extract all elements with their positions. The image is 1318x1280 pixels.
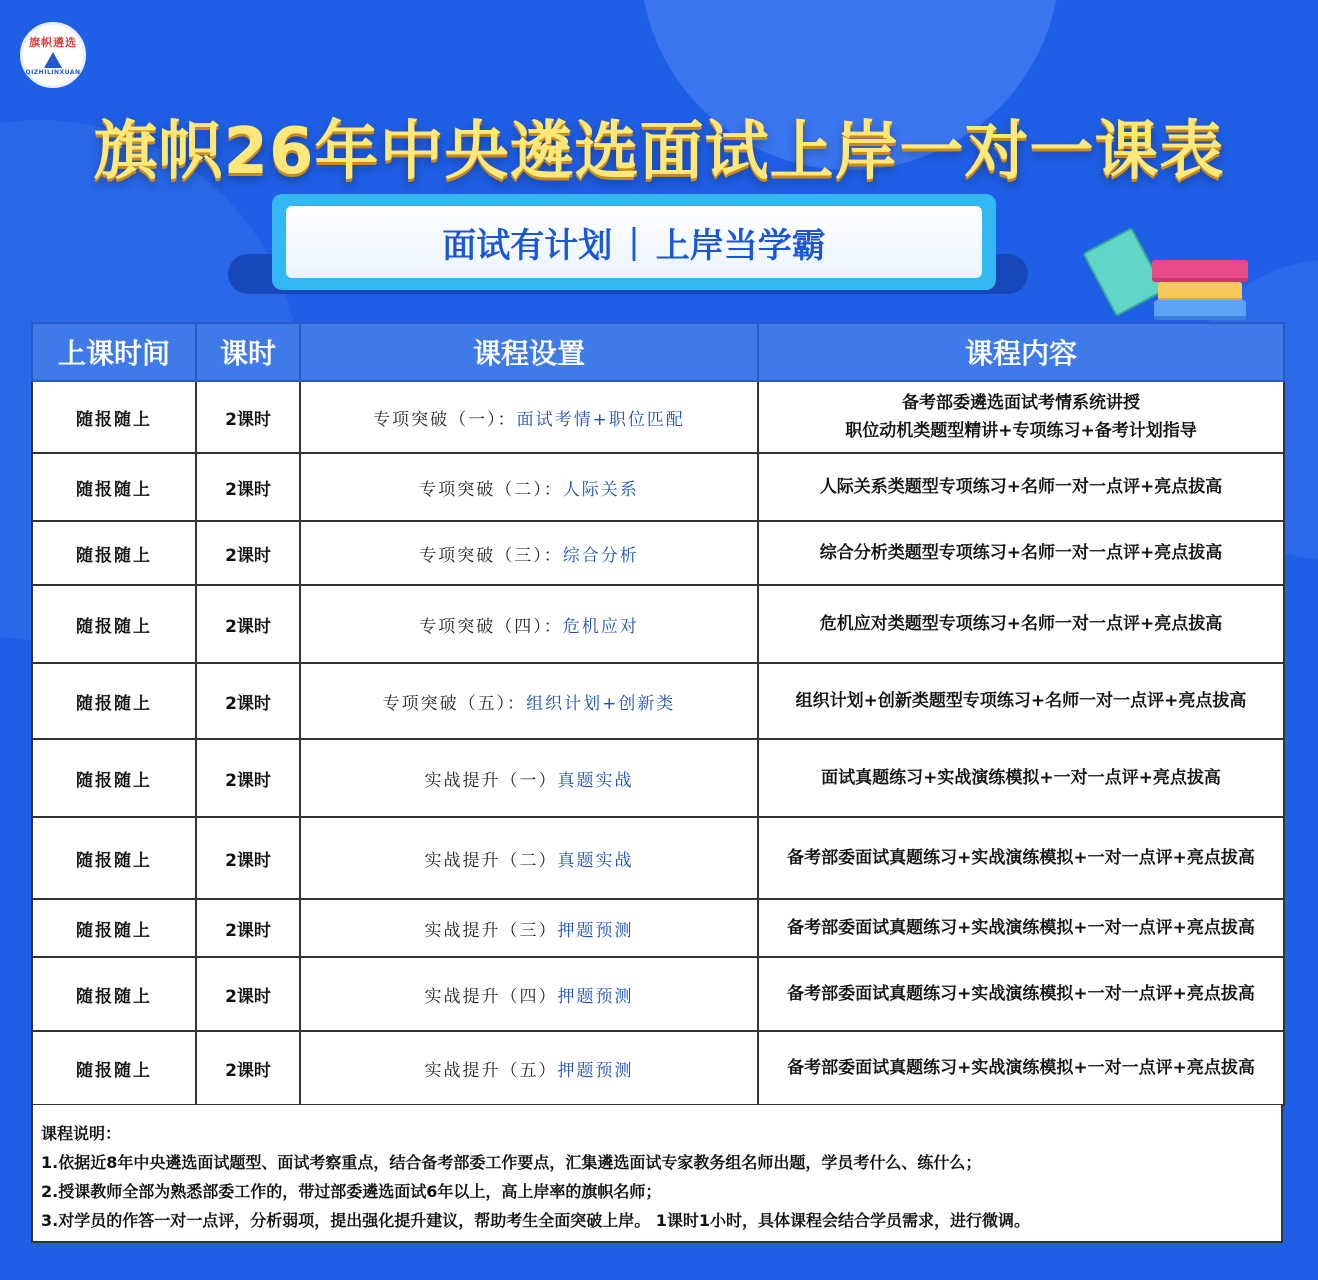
page-title: 旗帜26年中央遴选面试上岸一对一课表	[93, 115, 1225, 189]
content-line: 备考部委面试真题练习+实战演练模拟+一对一点评+亮点拔高	[787, 848, 1255, 868]
course-prefix: 实战提升（一）	[424, 770, 558, 791]
content-line: 备考部委遴选面试考情系统讲授	[902, 393, 1140, 413]
course-topic: 人际关系	[562, 479, 639, 500]
content-line: 人际关系类题型专项练习+名师一对一点评+亮点拔高	[819, 477, 1223, 497]
column-header-content: 课程内容	[758, 323, 1284, 381]
content-line: 危机应对类题型专项练习+名师一对一点评+亮点拔高	[819, 614, 1223, 634]
cell-content	[758, 1031, 1284, 1105]
cell-content	[758, 957, 1284, 1031]
slogan-banner	[272, 194, 996, 290]
cell-time: 随报随上	[32, 739, 196, 817]
content-line: 组织计划+创新类题型专项练习+名师一对一点评+亮点拔高	[795, 691, 1247, 711]
course-prefix: 专项突破（一）：	[373, 409, 517, 430]
content-line: 面试真题练习+实战演练模拟+一对一点评+亮点拔高	[821, 768, 1221, 788]
cell-time: 随报随上	[32, 817, 196, 899]
table-row	[32, 899, 1284, 957]
cell-course	[300, 1031, 758, 1105]
content-line: 备考部委面试真题练习+实战演练模拟+一对一点评+亮点拔高	[787, 918, 1255, 938]
course-prefix: 实战提升（四）	[424, 986, 558, 1007]
books-icon	[1092, 226, 1252, 322]
course-notes	[31, 1105, 1283, 1243]
column-header-hours: 课时	[196, 323, 300, 381]
cell-time: 随报随上	[32, 899, 196, 957]
cell-hours: 2课时	[196, 1031, 300, 1105]
notes-heading: 课程说明：	[41, 1124, 122, 1143]
course-topic: 押题预测	[557, 920, 634, 941]
cell-content	[758, 585, 1284, 663]
table-row	[32, 585, 1284, 663]
cell-hours: 2课时	[196, 899, 300, 957]
cell-hours: 2课时	[196, 381, 300, 453]
notes-item: 3.对学员的作答一对一点评，分析弱项，提出强化提升建议，帮助考生全面突破上岸。 1课时1小时，具体课程会结合学员需求，进行微调。	[41, 1211, 1031, 1230]
cell-content	[758, 899, 1284, 957]
slogan-right: 上岸当学霸	[655, 225, 826, 266]
course-topic: 真题实战	[557, 850, 634, 871]
course-prefix: 专项突破（五）：	[382, 693, 527, 714]
table-row	[32, 663, 1284, 739]
course-prefix: 实战提升（五）	[424, 1060, 558, 1081]
cell-hours: 2课时	[196, 521, 300, 585]
column-header-course: 课程设置	[300, 323, 758, 381]
slogan-separator: |	[628, 222, 640, 262]
cell-hours: 2课时	[196, 817, 300, 899]
course-prefix: 专项突破（三）：	[419, 545, 563, 566]
table-row	[32, 381, 1284, 453]
cell-content	[758, 739, 1284, 817]
table-row	[32, 739, 1284, 817]
cell-course	[300, 899, 758, 957]
slogan-left: 面试有计划	[442, 225, 613, 266]
cell-hours: 2课时	[196, 739, 300, 817]
cell-hours: 2课时	[196, 585, 300, 663]
schedule-table	[31, 322, 1285, 1106]
cell-course	[300, 739, 758, 817]
cell-time: 随报随上	[32, 585, 196, 663]
cell-time: 随报随上	[32, 453, 196, 521]
cell-content	[758, 521, 1284, 585]
course-prefix: 专项突破（二）：	[419, 479, 563, 500]
table-row	[32, 453, 1284, 521]
cell-content	[758, 381, 1284, 453]
course-topic: 组织计划+创新类	[526, 693, 676, 714]
notes-item: 1.依据近8年中央遴选面试题型、面试考察重点，结合备考部委工作要点，汇集遴选面试专家教务组名师出题，学员考什么、练什么；	[41, 1153, 982, 1172]
brand-logo	[20, 22, 86, 88]
course-topic: 押题预测	[557, 986, 634, 1007]
cell-course	[300, 957, 758, 1031]
table-row	[32, 1031, 1284, 1105]
cell-content	[758, 817, 1284, 899]
course-topic: 危机应对	[562, 616, 639, 637]
sail-icon	[44, 52, 62, 68]
cell-time: 随报随上	[32, 521, 196, 585]
table-row	[32, 957, 1284, 1031]
cell-time: 随报随上	[32, 957, 196, 1031]
course-topic: 综合分析	[562, 545, 639, 566]
cell-time: 随报随上	[32, 663, 196, 739]
cell-content	[758, 453, 1284, 521]
cell-hours: 2课时	[196, 663, 300, 739]
cell-hours: 2课时	[196, 957, 300, 1031]
cell-course	[300, 381, 758, 453]
course-topic: 押题预测	[557, 1060, 634, 1081]
course-topic: 面试考情+职位匹配	[516, 409, 685, 430]
course-prefix: 专项突破（四）：	[419, 616, 563, 637]
column-header-time: 上课时间	[32, 323, 196, 381]
content-line: 职位动机类题型精讲+专项练习+备考计划指导	[845, 421, 1197, 441]
course-prefix: 实战提升（二）	[424, 850, 558, 871]
cell-course	[300, 453, 758, 521]
content-line: 备考部委面试真题练习+实战演练模拟+一对一点评+亮点拔高	[787, 1058, 1255, 1078]
table-row	[32, 521, 1284, 585]
cell-content	[758, 663, 1284, 739]
content-line: 综合分析类题型专项练习+名师一对一点评+亮点拔高	[819, 543, 1223, 563]
logo-text: 旗帜遴选	[29, 36, 77, 49]
cell-course	[300, 585, 758, 663]
cell-time: 随报随上	[32, 381, 196, 453]
table-row	[32, 817, 1284, 899]
cell-course	[300, 521, 758, 585]
table-header-row	[32, 323, 1284, 381]
cell-course	[300, 663, 758, 739]
course-prefix: 实战提升（三）	[424, 920, 558, 941]
notes-item: 2.授课教师全部为熟悉部委工作的，带过部委遴选面试6年以上，高上岸率的旗帜名师；	[41, 1182, 662, 1201]
logo-subtext: QIZHILINXUAN	[25, 69, 81, 76]
cell-hours: 2课时	[196, 453, 300, 521]
cell-course	[300, 817, 758, 899]
content-line: 备考部委面试真题练习+实战演练模拟+一对一点评+亮点拔高	[787, 984, 1255, 1004]
course-topic: 真题实战	[557, 770, 634, 791]
cell-time: 随报随上	[32, 1031, 196, 1105]
